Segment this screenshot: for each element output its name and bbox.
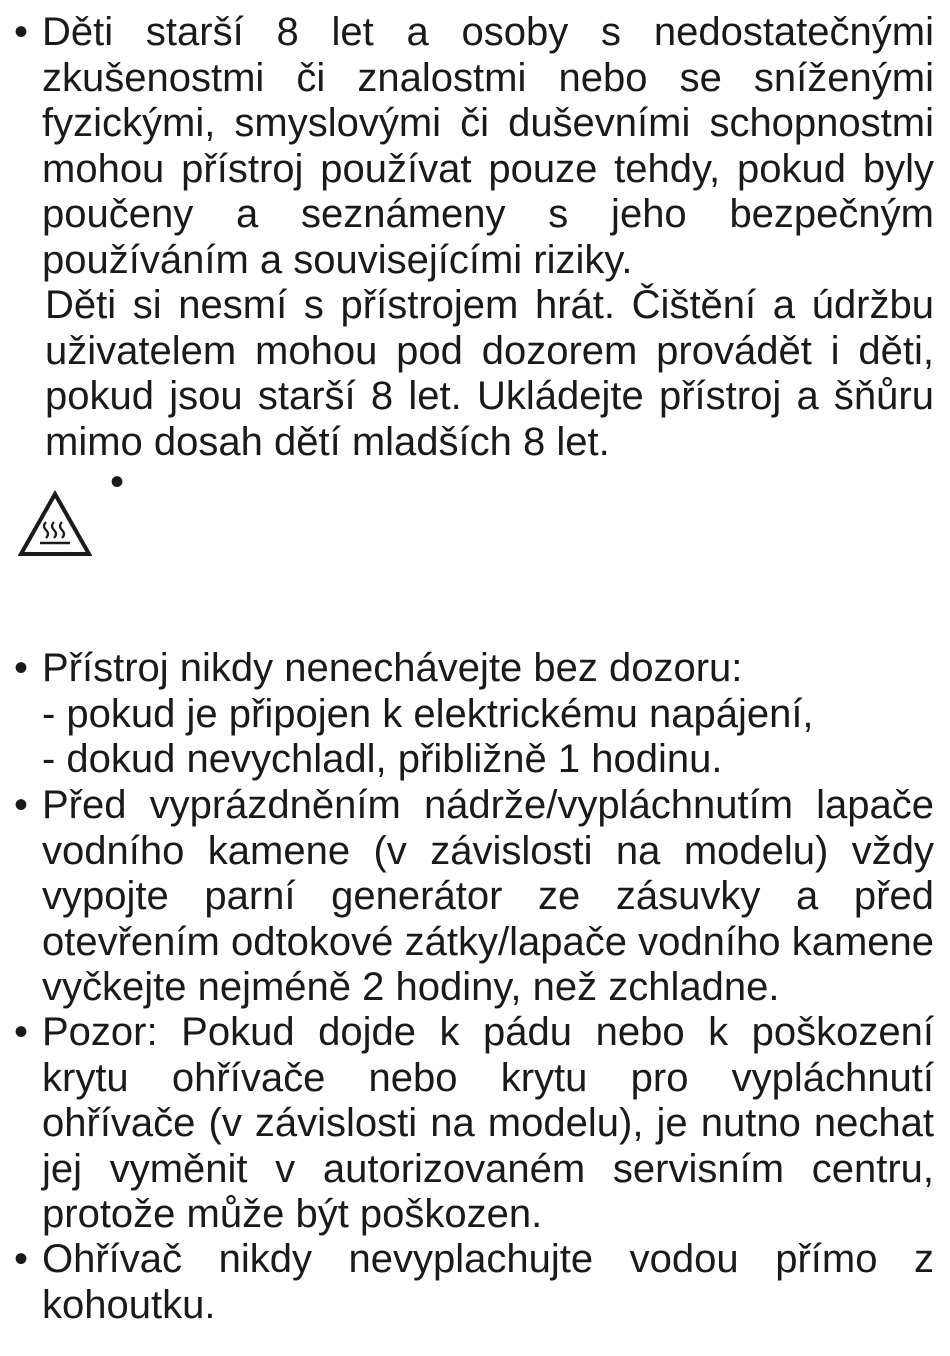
bullet: •	[14, 646, 29, 690]
list-item-emptying-tank	[14, 783, 934, 1011]
warning-block	[14, 460, 214, 570]
unattended-intro: Přístroj nikdy nenechávejte bez dozoru:	[42, 646, 743, 690]
list-item-unattended	[14, 646, 934, 783]
hot-surface-warning-icon	[18, 490, 92, 558]
emptying-tank-text: Před vyprázdněním nádrže/vypláchnutím lapače vodního kamene (v závislosti na modelu) vždy vypojte parní generátor ze zásuvky a před otevřením odtokové zátky/lapače vodního kamene vyčkejte nejméně 2 hodiny, než zchladne.	[42, 783, 934, 1009]
unattended-condition-power: - pokud je připojen k elektrickému napájení,	[42, 691, 814, 736]
heater-cover-text: Pozor: Pokud dojde k pádu nebo k poškození krytu ohřívače nebo krytu pro vypláchnutí ohřívače (v závislosti na modelu), je nutno nechat jej vyměnit v autorizovaném servisním centru, protože může být poškozen.	[42, 1010, 934, 1236]
rinse-heater-text: Ohřívač nikdy nevyplachujte vodou přímo z kohoutku.	[42, 1237, 934, 1327]
bullet: •	[14, 783, 29, 827]
bullet: •	[14, 1237, 29, 1281]
bullet: •	[14, 1010, 29, 1054]
list-item-rinse-heater	[14, 1237, 934, 1328]
unattended-condition-cooling: - dokud nevychladl, přibližně 1 hodinu.	[42, 737, 723, 781]
bullet: •	[14, 10, 29, 54]
list-item-heater-cover	[14, 1010, 934, 1238]
bullet: •	[110, 460, 125, 504]
list-item-children-safety	[14, 10, 934, 465]
children-safety-paragraph: Děti starší 8 let a osoby s nedostatečnými zkušenostmi či znalostmi nebo se sníženými fyzickými, smyslovými či duševními schopnostmi mohou přístroj používat pouze tehdy, pokud byly poučeny a seznámeny s jeho bezpečným používáním a souvisejícími riziky.	[42, 10, 934, 282]
children-play-paragraph: Děti si nesmí s přístrojem hrát. Čištění a údržbu uživatelem mohou pod dozorem provádět i děti, pokud jsou starší 8 let. Ukládejte přístroj a šňůru mimo dosah dětí mladších 8 let.	[45, 283, 934, 464]
